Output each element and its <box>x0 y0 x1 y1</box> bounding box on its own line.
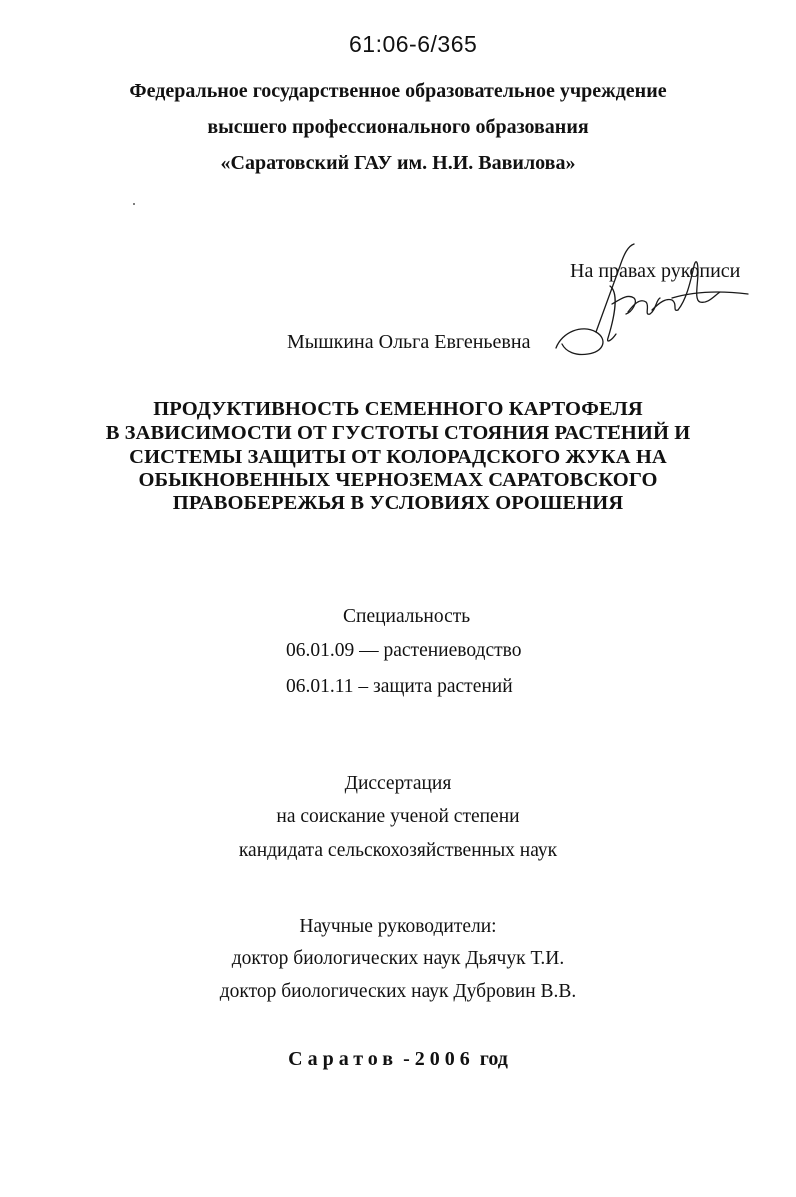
thesis-title-line-1: ПРОДУКТИВНОСТЬ СЕМЕННОГО КАРТОФЕЛЯ <box>153 398 643 420</box>
supervisor-item: доктор биологических наук Дубровин В.В. <box>219 981 577 1002</box>
dissertation-heading: Диссертация <box>344 773 452 794</box>
supervisor-item: доктор биологических наук Дьячук Т.И. <box>231 948 565 969</box>
city-year <box>0 1048 796 1071</box>
thesis-title-line-3: СИСТЕМЫ ЗАЩИТЫ ОТ КОЛОРАДСКОГО ЖУКА НА <box>129 446 667 468</box>
specialty-item: 06.01.09 — растениеводство <box>286 640 522 661</box>
thesis-title-line-2: В ЗАВИСИМОСТИ ОТ ГУСТОТЫ СТОЯНИЯ РАСТЕНИЙ И <box>105 422 691 444</box>
city: Саратов <box>288 1048 399 1070</box>
institution-line-2: высшего профессионального образования <box>207 116 589 138</box>
year-suffix: год <box>474 1048 508 1070</box>
catalog-code: 61:06-6/365 <box>349 31 478 57</box>
handwritten-signature <box>552 240 752 368</box>
institution-line-3: «Саратовский ГАУ им. Н.И. Вавилова» <box>220 152 576 174</box>
manuscript-note: На правах рукописи <box>570 260 741 282</box>
dissertation-degree-line: на соискание ученой степени <box>276 806 520 827</box>
thesis-title-line-4: ОБЫКНОВЕННЫХ ЧЕРНОЗЕМАХ САРАТОВСКОГО <box>138 469 658 491</box>
specialty-heading: Специальность <box>343 606 471 627</box>
city-year-separator: - <box>398 1048 415 1070</box>
specialty-item: 06.01.11 – защита растений <box>286 676 513 697</box>
institution-line-1: Федеральное государственное образовательное учреждение <box>129 80 667 102</box>
scan-speck <box>133 203 135 205</box>
thesis-title-line-5: ПРАВОБЕРЕЖЬЯ В УСЛОВИЯХ ОРОШЕНИЯ <box>172 492 624 514</box>
author-name: Мышкина Ольга Евгеньевна <box>287 331 531 353</box>
dissertation-field-line: кандидата сельскохозяйственных наук <box>238 840 558 861</box>
year: 2006 <box>414 1048 475 1070</box>
supervisors-heading: Научные руководители: <box>299 916 497 937</box>
